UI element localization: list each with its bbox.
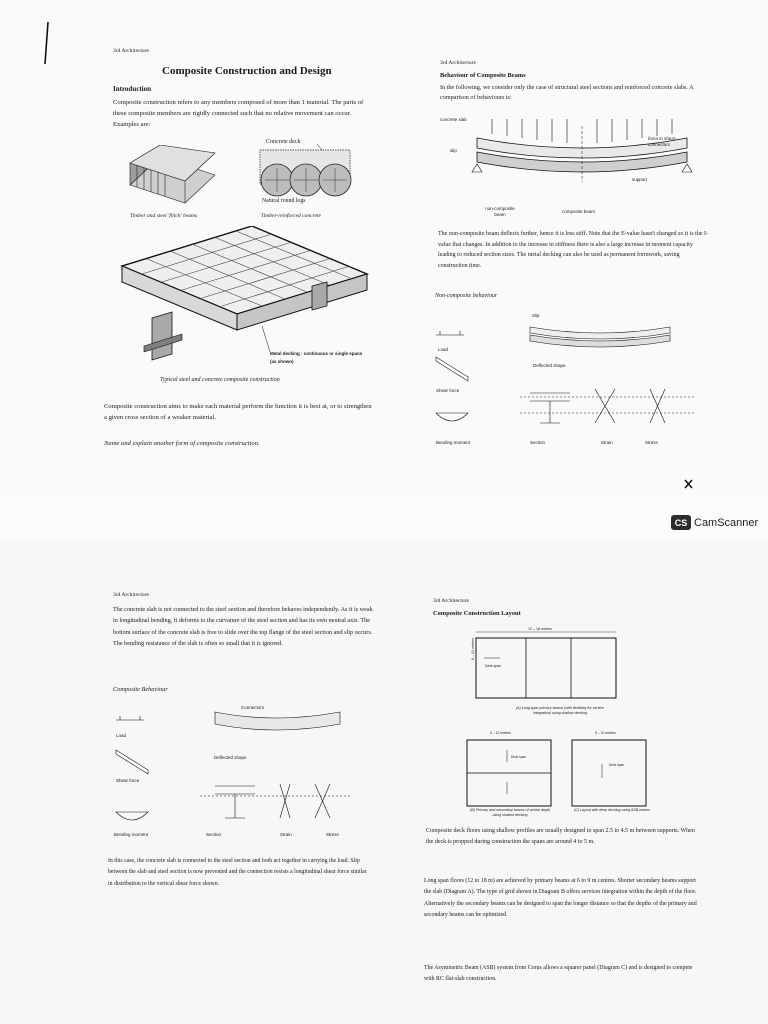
p3-para1: The concrete slab is not connected to the steel section and therefore behaves independently. As it is weak in longitudinal bending, it deforms to the curvature of the steel section and has its own neutral axis. The bottom surface of the concrete slab is free to slide over the top flange of the steel section and slip occurs. The bending resistance of the slab is often so small that it is ignored. — [113, 606, 373, 647]
p3-label-strain: Strain — [280, 832, 292, 837]
composite-diagrams — [110, 700, 370, 840]
label-force-connectors: force in shear-connectors — [648, 136, 677, 147]
p3-para2: In this case, the concrete slab is connected to the steel section and both act together in carrying the load. Slip between the slab and steel section is now prevented and the connection resists a longitudinal shear force similar in distribution to the vertical shear force shown. — [108, 858, 367, 887]
close-mark-icon — [683, 478, 695, 490]
deck-span-c: Deck span — [609, 763, 625, 767]
p3-label-connectors: Connectors — [241, 705, 265, 710]
p1-aim-text: Composite construction aims to make each material perform the function it is best at, or to strengthen a given cross section of a weaker material. — [104, 403, 372, 421]
p2-sub: Non-composite behaviour — [435, 293, 498, 299]
dim-side: 6 – 12 metres — [471, 638, 475, 660]
noncomposite-diagrams — [430, 305, 700, 445]
p2-intro: In the following, we consider only the case of structural steel sections and reinforced concrete slabs. A comparison of behaviours is: — [440, 84, 694, 101]
p2-para: The non-composite beam deflects further, hence it is less stiff. Note that the E-value hasn't changed so it is the I-value that changes. In addition to the increase in stiffness there is also a large increase in moment capacity leading to reduced section sizes. The metal decking can also be used as permanent formwork, saving construction time. — [438, 231, 708, 269]
p2-heading: Behaviour of Composite Beams — [440, 72, 526, 79]
label-concrete-slab: concrete slab — [440, 117, 467, 122]
p4-para3: The Asymmetric Beam (ASB) system from Corus allows a squarer panel (Diagram C) and is designed to compete with RC flat-slab construction. — [424, 965, 693, 983]
label-slip-2: Slip — [532, 313, 540, 318]
dim-b: 6 – 12 metres — [490, 731, 511, 735]
caption-typical: Typical steel and concrete composite construction — [160, 377, 280, 383]
p1-title: Composite Construction and Design — [162, 65, 332, 77]
label-noncomposite-beam: non-composite beam — [485, 206, 515, 217]
label-composite-beam: composite beam — [562, 209, 596, 214]
label-concrete-deck: Concrete deck — [266, 139, 301, 145]
p2-label-strain: Strain — [601, 440, 613, 445]
p3-label-stress: Stress — [326, 832, 339, 837]
camscanner-watermark — [671, 515, 758, 530]
p2-label-stress: Stress — [645, 440, 658, 445]
p3-label-shear: Shear force — [116, 778, 140, 783]
label-slip: slip — [450, 148, 457, 153]
label-support: support — [632, 177, 648, 182]
p3-label-deflected: Deflected shape — [214, 755, 247, 760]
p3-label-bending: Bending moment — [114, 832, 149, 837]
p2-label-deflected: Deflected shape — [533, 363, 566, 368]
p2-label-section: Section — [530, 440, 546, 445]
p2-header: 3rd Architecture — [440, 60, 476, 66]
caption-timber: Timber-reinforced concrete — [261, 213, 321, 219]
label-metal-decking: Metal decking : continuous or single spans (as shown) — [270, 351, 363, 364]
p2-label-load: Load — [438, 347, 449, 352]
p4-para1: Composite deck floors using shallow profiles are usually designed to span 2.5 to 4.5 m between supports. When the deck is propped during construction the spans are around 4 to 5 m. — [426, 828, 695, 846]
p1-task: Name and explain another form of composite construction. — [104, 440, 260, 447]
caption-a: (A) Long span primary beams (with flexibility for service integration) using shallow decking — [515, 706, 605, 715]
p1-intro-heading: Introduction — [113, 85, 151, 93]
p2-label-shear: Shear force — [436, 388, 460, 393]
p1-header: 3rd Architecture — [113, 48, 149, 54]
p3-label-load: Load — [116, 733, 127, 738]
flitch-beam-figure — [125, 145, 220, 207]
p3-header: 3rd Architecture — [113, 592, 149, 598]
p1-intro-text: Composite construction refers to any members composed of more than 1 material. The parts of these composite members are rigidly connected such that no relative movement can occur. Examples are: — [113, 99, 364, 128]
p2-label-bending: Bending moment — [436, 440, 471, 445]
label-logs: Natural round logs — [262, 198, 306, 204]
dim-top: 12 – 18 metres — [528, 627, 552, 631]
p3-sub: Composite Behaviour — [113, 686, 168, 693]
caption-c: (C) Layout with deep decking using ASB beams — [574, 808, 650, 812]
dim-c: 5 – 10 metres — [595, 731, 616, 735]
deck-span-b: Deck span — [511, 755, 527, 759]
p4-header: 3rd Architecture — [433, 598, 469, 604]
p4-para2: Long span floors (12 to 18 m) are achieved by primary beams at 6 to 9 m centres. Shorter secondary beams support the slab (Diagram A). The type of grid shown in Diagram B offers services integration within the depth of the floor. Alternatively the secondary beams can be designed to span the longer distance so that the depths of the primary and secondary beams can be optimized. — [424, 878, 697, 918]
p3-label-section: Section — [206, 832, 222, 837]
caption-b: (B) Primary and secondary beams of similar depth using shallow decking — [470, 808, 550, 817]
caption-flitch: Timber and steel 'flitch' beams — [130, 213, 198, 219]
deck-span-a: Deck span — [485, 664, 502, 668]
camscanner-name: CamScanner — [694, 516, 759, 529]
p4-heading: Composite Construction Layout — [433, 610, 521, 617]
pen-mark — [40, 18, 54, 68]
camscanner-logo-icon: CS — [671, 515, 691, 530]
